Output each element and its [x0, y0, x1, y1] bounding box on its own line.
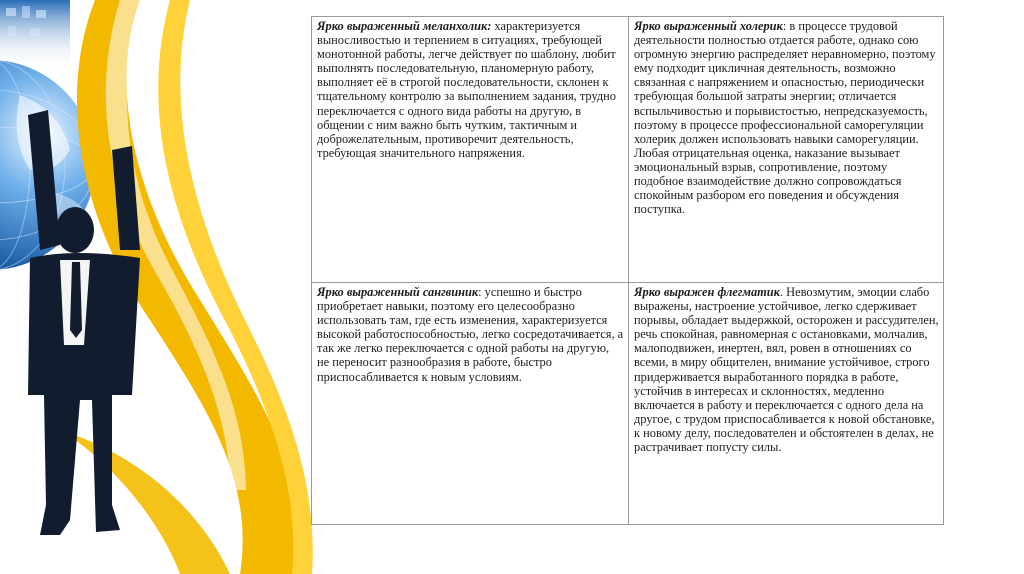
term-melancholic: Ярко выраженный меланхолик: [317, 19, 492, 33]
cell-melancholic [312, 17, 629, 283]
desc-choleric: : в процессе трудовой деятельности полностью отдается работе, однако сою огромную энергию распределяет неравномерно, поэтому ему подходит цикличная деятельность, возможно связанная с напряжением и опасностью, периодически требующая большой затраты энергии; отличается вспыльчивостью и порывистостью, непредсказуемость, поэтому в процессе профессиональной саморегуляции холерик должен использовать навыки саморегуляции. Любая отрицательная оценка, наказание вызывает эмоциональный взрыв, сопротивление, поэтому подобное взаимодействие должно сопровождаться спокойным разбором его поведения и обсуждения поступка. [634, 19, 936, 217]
table-row [312, 17, 944, 283]
temperament-table [311, 16, 944, 525]
cell-phlegmatic [629, 283, 944, 525]
table-row [312, 283, 944, 525]
term-phlegmatic: Ярко выражен флегматик [634, 285, 780, 299]
cell-sanguine [312, 283, 629, 525]
term-sanguine: Ярко выраженный сангвиник [317, 285, 479, 299]
temperament-table-container [311, 16, 943, 522]
term-choleric: Ярко выраженный холерик [634, 19, 783, 33]
desc-melancholic: характеризуется выносливостью и терпением в ситуациях, требующей монотонной работы, легче действует по шаблону, любит выполнять последовательную, планомерную работу, выполняет её в строгой последовательности, склонен к тщательному контролю за выполнением задания, трудно переключается с одного вида работы на другую, в общении с ним важно быть чутким, тактичным и доброжелательным, противоречит деятельность, требующая значительного напряжения. [317, 19, 616, 160]
desc-sanguine: : успешно и быстро приобретает навыки, поэтому его целесообразно использовать там, где есть изменения, характеризуется высокой работоспособностью, легко сосредотачивается, а так же легко переключается с одной работы на другую, не переносит разнообразия в работе, быстро приспосабливается к новым условиям. [317, 285, 624, 384]
desc-phlegmatic: . Невозмутим, эмоции слабо выражены, настроение устойчивое, легко сдерживает порывы, обладает выдержкой, осторожен и рассудителен, речь спокойная, равномерная с остановками, молчалив, малоподвижен, инертен, вял, ровен в отношениях со всеми, в миру общителен, внимание устойчивое, строго придерживается выработанного порядка в работе, устойчив в интересах и склонностях, медленно включается в работу и переключается с одного дела на другое, с трудом приспосабливается к новой обстановке, к новому делу, последователен и обстоятелен в делах, не растрачивает попусту силы. [634, 285, 939, 455]
digital-pattern [0, 0, 70, 70]
cell-choleric [629, 17, 944, 283]
